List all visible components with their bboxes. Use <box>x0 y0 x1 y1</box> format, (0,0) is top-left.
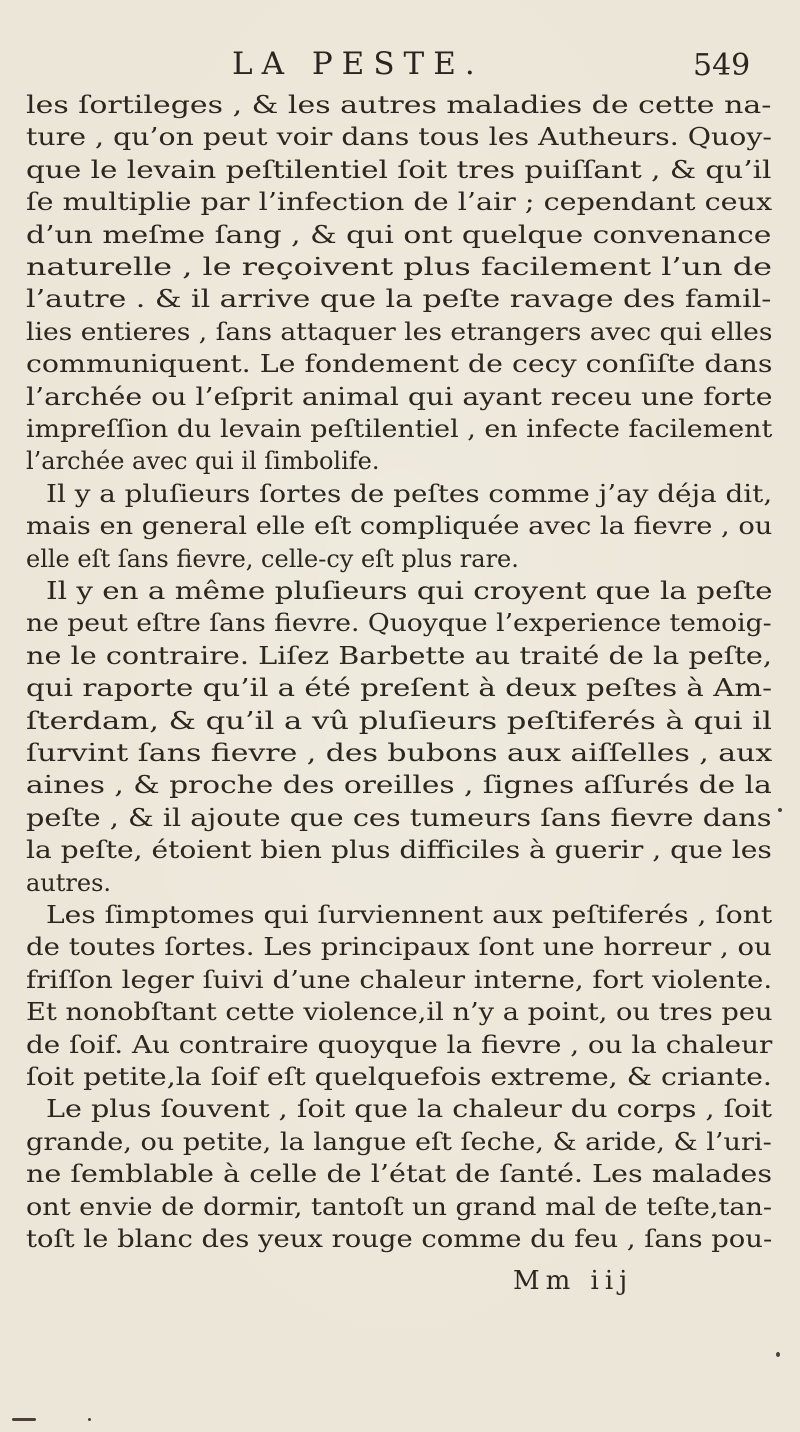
text-line: mais en general elle eſt compliquée avec la fievre , ou <box>26 512 773 541</box>
text-line: ſoit petite,la ſoif eſt quelquefois extreme, & criante. <box>26 1063 772 1091</box>
text-line: d’un meſme ſang , & qui ont quelque convenance <box>26 220 772 249</box>
text-line: que le levain peſtilentiel ſoit tres puiſſant , & qu’il <box>26 155 772 184</box>
text-line: autres. <box>26 868 112 897</box>
running-title: LA PESTE. <box>232 46 484 82</box>
ink-speck <box>778 808 782 812</box>
text-line: ſterdam, & qu’il a vû pluſieurs peſtiferés à qui il <box>26 706 772 735</box>
text-line: la peſte, étoient bien plus difficiles à guerir , que les <box>26 836 772 865</box>
text-line: Les ſimptomes qui ſurviennent aux peſtiferés , ſont <box>46 901 773 929</box>
text-line: ont envie de dormir, tantoſt un grand mal de teſte,tan- <box>26 1192 773 1221</box>
text-line: communiquent. Le fondement de cecy conſiſte dans <box>26 350 773 379</box>
text-line: ne ſemblable à celle de l’état de ſanté. Les malades <box>26 1160 773 1189</box>
text-line: grande, ou petite, la langue eſt ſeche, & aride, & l’uri- <box>26 1127 772 1156</box>
text-line: Le plus ſouvent , ſoit que la chaleur du corps , ſoit <box>46 1095 773 1124</box>
text-line: de toutes ſortes. Les principaux ſont une horreur , ou <box>26 933 772 962</box>
text-line: elle eſt ſans fievre, celle-cy eſt plus rare. <box>26 544 519 573</box>
text-line: l’autre . & il arrive que la peſte ravage des famil- <box>26 285 772 314</box>
ink-speck <box>12 1418 36 1421</box>
text-line: ſurvint ſans fievre , des bubons aux aiſſelles , aux <box>26 739 773 767</box>
text-line: qui raporte qu’il a été preſent à deux peſtes à Am- <box>26 674 773 703</box>
text-line: de ſoif. Au contraire quoyque la fievre , ou la chaleur <box>26 1030 773 1059</box>
page-header <box>0 46 800 90</box>
signature-mark: Mm iij <box>513 1266 634 1296</box>
ink-speck <box>776 1352 780 1357</box>
text-line: aines , & proche des oreilles , ſignes aſſurés de la <box>26 771 772 800</box>
text-line: impreſſion du levain peſtilentiel , en infecte facilement <box>26 415 773 443</box>
text-line: Il y a pluſieurs ſortes de peſtes comme j’ay déja dit, <box>46 479 773 508</box>
text-line: l’archée ou l’eſprit animal qui ayant receu une forte <box>26 382 773 411</box>
text-line: naturelle , le reçoivent plus facilement l’un de <box>26 253 772 281</box>
text-line: l’archée avec qui il ſimbolife. <box>26 447 380 476</box>
text-line: ne peut eſtre ſans fievre. Quoyque l’experience temoig- <box>26 609 772 638</box>
ink-speck <box>88 1418 91 1421</box>
page-number: 549 <box>693 48 751 83</box>
text-line: ne le contraire. Liſez Barbette au traité de la peſte, <box>26 641 772 670</box>
text-line: ture , qu’on peut voir dans tous les Autheurs. Quoy- <box>26 123 773 152</box>
text-line: Et nonobſtant cette violence,il n’y a point, ou tres peu <box>26 998 773 1027</box>
text-line: les ſortileges , & les autres maladies de cette na- <box>26 91 772 119</box>
text-line: Il y en a même pluſieurs qui croyent que la peſte <box>46 577 773 605</box>
text-line: peſte , & il ajoute que ces tumeurs ſans fievre dans <box>26 803 772 832</box>
text-line: ſe multiplie par l’infection de l’air ; cependant ceux <box>26 188 773 217</box>
text-line: lies entieres , ſans attaquer les etrangers avec qui elles <box>26 317 773 346</box>
text-line: friſſon leger ſuivi d’une chaleur interne, fort violente. <box>26 965 773 994</box>
text-line: toſt le blanc des yeux rouge comme du feu , ſans pou- <box>26 1225 773 1253</box>
